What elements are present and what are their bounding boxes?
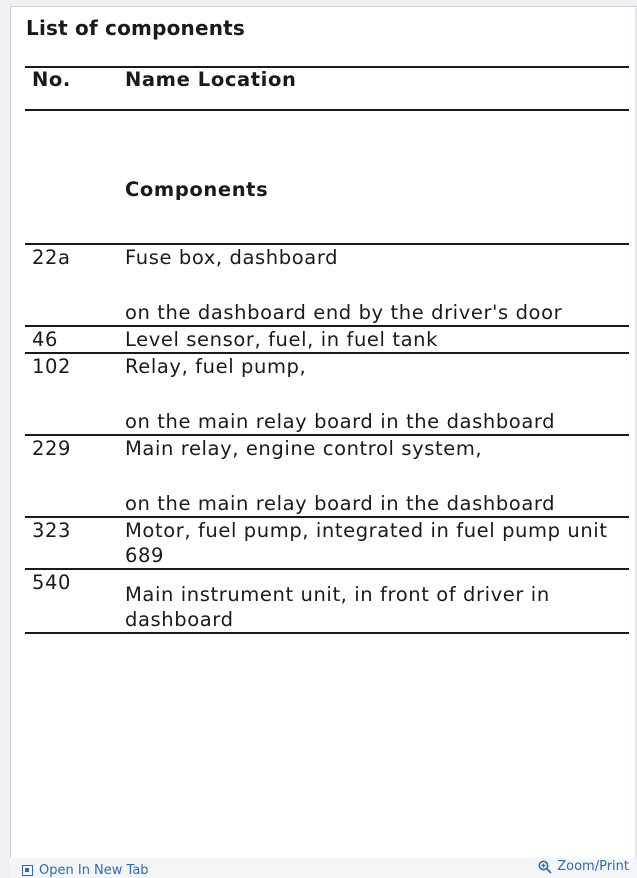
row-number: 22a (25, 244, 125, 326)
components-table (25, 66, 629, 634)
open-in-new-tab-link[interactable] (22, 863, 149, 878)
component-name: Main relay, engine control system, (125, 437, 483, 460)
component-name: Motor, fuel pump, integrated in fuel pump unit 689 (125, 519, 608, 567)
zoom-icon (538, 860, 552, 874)
component-name: Level sensor, fuel, in fuel tank (125, 328, 438, 351)
document-frame (10, 6, 637, 859)
component-name: Fuse box, dashboard (125, 246, 339, 269)
table-row (25, 244, 629, 326)
row-number: 46 (25, 326, 125, 353)
row-number: 229 (25, 435, 125, 517)
page-title: List of components (26, 16, 246, 40)
zoom-print-link[interactable] (538, 859, 629, 874)
section-label: Components (125, 178, 269, 201)
component-location: on the main relay board in the dashboard (125, 492, 556, 515)
header-name-location: Name Location (125, 67, 629, 110)
table-row (25, 517, 629, 569)
table-row (25, 353, 629, 435)
row-number: 540 (25, 569, 125, 633)
row-number: 323 (25, 517, 125, 569)
row-number: 102 (25, 353, 125, 435)
header-no: No. (25, 67, 125, 110)
table-header-row (25, 67, 629, 110)
section-row (25, 110, 629, 244)
footer-bar (10, 858, 637, 878)
component-location: on the dashboard end by the driver's door (125, 301, 563, 324)
component-name: Relay, fuel pump, (125, 355, 307, 378)
component-name: Main instrument unit, in front of driver in dashboard (125, 583, 550, 631)
zoom-print-label: Zoom/Print (557, 859, 629, 874)
table-row (25, 435, 629, 517)
table-row (25, 326, 629, 353)
open-tab-icon (22, 865, 33, 876)
table-row (25, 569, 629, 633)
component-location: on the main relay board in the dashboard (125, 410, 556, 433)
open-in-new-tab-label: Open In New Tab (39, 863, 149, 878)
